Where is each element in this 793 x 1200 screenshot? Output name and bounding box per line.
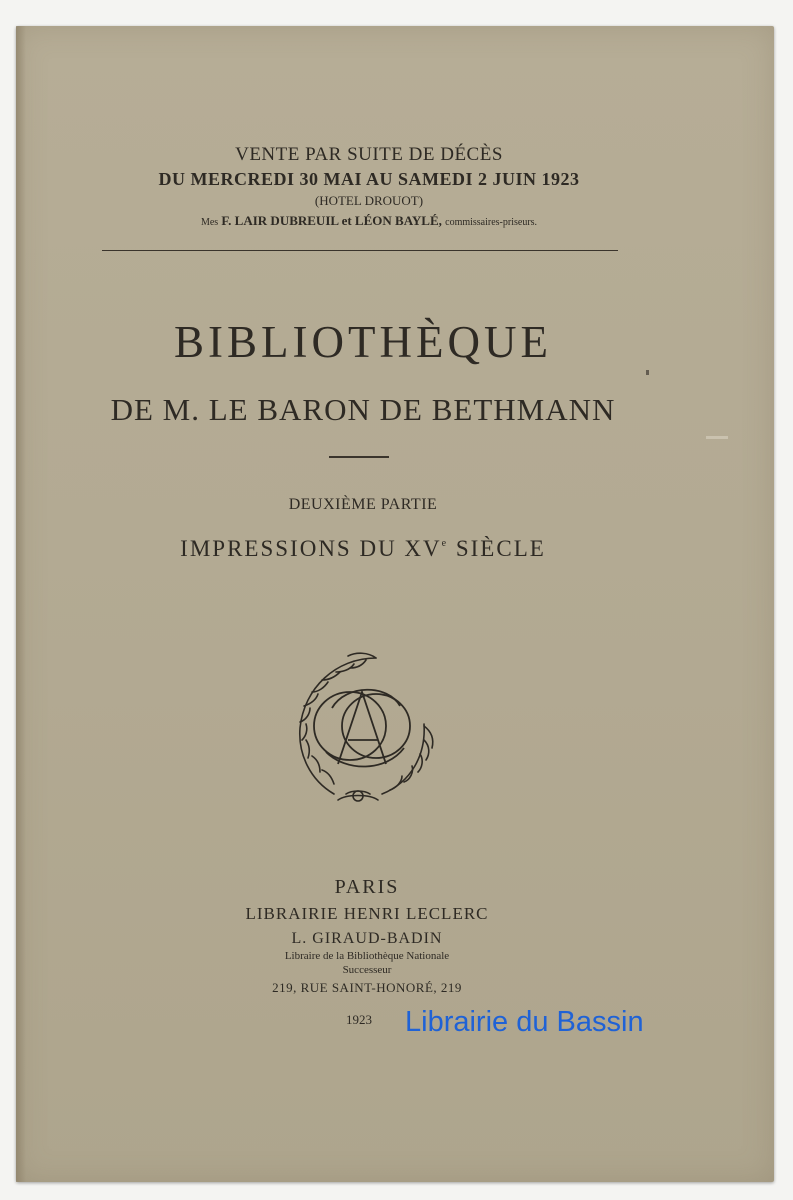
auctioneers-prefix: Mes (200, 217, 219, 228)
monogram-wreath-icon (276, 644, 446, 804)
subject-title (0, 536, 742, 562)
catalogue-owner: DE M. LE BARON DE BETHMANN (110, 392, 616, 427)
auctioneers-role: commissaires-priseurs. (445, 217, 538, 228)
sale-dates: DU MERCREDI 30 MAI AU SAMEDI 2 JUIN 1923 (158, 169, 580, 189)
auctioneers-names: F. LAIR DUBREUIL et LÉON BAYLÉ, (221, 213, 442, 228)
paper-speck (646, 370, 649, 375)
watermark-text: Librairie du Bassin (405, 1006, 644, 1038)
auctioneers-line (0, 213, 748, 229)
imprint-successor: Successeur (342, 964, 392, 976)
imprint-publisher: LIBRAIRIE HENRI LECLERC (245, 904, 489, 923)
sale-venue: (HOTEL DROUOT) (314, 193, 424, 208)
imprint-bookseller-role: Libraire de la Bibliothèque Nationale (284, 950, 450, 962)
imprint-bookseller: L. GIRAUD-BADIN (291, 930, 443, 947)
catalogue-title: BIBLIOTHÈQUE (174, 317, 552, 367)
catalogue-cover (16, 26, 774, 1182)
header-divider (102, 250, 618, 251)
subject-text-end: SIÈCLE (448, 536, 546, 561)
subject-text: IMPRESSIONS DU XV (180, 536, 442, 561)
imprint-year: 1923 (346, 1012, 372, 1027)
part-label: DEUXIÈME PARTIE (288, 496, 438, 513)
paper-speck (706, 436, 728, 439)
sale-heading: VENTE PAR SUITE DE DÉCÈS (235, 144, 503, 165)
imprint-city: PARIS (334, 876, 400, 898)
imprint-address: 219, RUE SAINT-HONORÉ, 219 (272, 980, 462, 995)
subject-superscript: e (441, 538, 449, 549)
title-divider (329, 456, 389, 458)
